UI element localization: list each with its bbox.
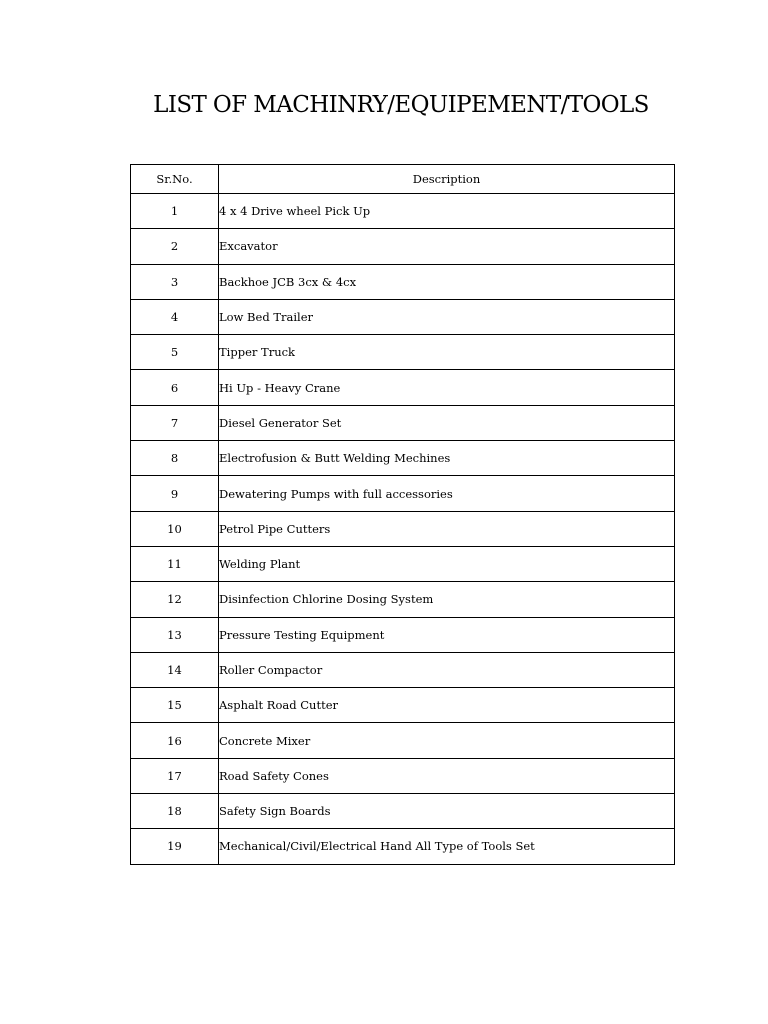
- description-cell: 4 x 4 Drive wheel Pick Up: [219, 194, 675, 229]
- description-cell: Hi Up - Heavy Crane: [219, 370, 675, 405]
- description-cell: Mechanical/Civil/Electrical Hand All Type of Tools Set: [219, 829, 675, 864]
- serial-number-cell: 9: [131, 476, 219, 511]
- column-header-sr-no: Sr.No.: [131, 165, 219, 194]
- description-cell: Electrofusion & Butt Welding Mechines: [219, 441, 675, 476]
- serial-number-cell: 17: [131, 758, 219, 793]
- serial-number-cell: 2: [131, 229, 219, 264]
- table-row: [131, 335, 675, 370]
- header-row: [131, 165, 675, 194]
- description-cell: Concrete Mixer: [219, 723, 675, 758]
- serial-number-cell: 19: [131, 829, 219, 864]
- column-header-description: Description: [219, 165, 675, 194]
- serial-number-cell: 13: [131, 617, 219, 652]
- table-row: [131, 405, 675, 440]
- serial-number-cell: 10: [131, 511, 219, 546]
- table-row: [131, 511, 675, 546]
- description-cell: Tipper Truck: [219, 335, 675, 370]
- description-cell: Disinfection Chlorine Dosing System: [219, 582, 675, 617]
- table-row: [131, 264, 675, 299]
- table-row: [131, 546, 675, 581]
- serial-number-cell: 6: [131, 370, 219, 405]
- table-row: [131, 229, 675, 264]
- serial-number-cell: 14: [131, 652, 219, 687]
- description-cell: Road Safety Cones: [219, 758, 675, 793]
- table-row: [131, 758, 675, 793]
- description-cell: Diesel Generator Set: [219, 405, 675, 440]
- serial-number-cell: 3: [131, 264, 219, 299]
- table-body: [131, 194, 675, 865]
- table-row: [131, 688, 675, 723]
- description-cell: Welding Plant: [219, 546, 675, 581]
- table-row: [131, 582, 675, 617]
- serial-number-cell: 15: [131, 688, 219, 723]
- serial-number-cell: 11: [131, 546, 219, 581]
- serial-number-cell: 4: [131, 299, 219, 334]
- description-cell: Petrol Pipe Cutters: [219, 511, 675, 546]
- description-cell: Low Bed Trailer: [219, 299, 675, 334]
- description-cell: Roller Compactor: [219, 652, 675, 687]
- serial-number-cell: 18: [131, 794, 219, 829]
- description-cell: Safety Sign Boards: [219, 794, 675, 829]
- description-cell: Dewatering Pumps with full accessories: [219, 476, 675, 511]
- description-cell: Pressure Testing Equipment: [219, 617, 675, 652]
- table-header: [131, 165, 675, 194]
- description-cell: Asphalt Road Cutter: [219, 688, 675, 723]
- serial-number-cell: 5: [131, 335, 219, 370]
- description-cell: Excavator: [219, 229, 675, 264]
- serial-number-cell: 16: [131, 723, 219, 758]
- table-row: [131, 652, 675, 687]
- table-row: [131, 476, 675, 511]
- table-row: [131, 617, 675, 652]
- table-row: [131, 723, 675, 758]
- serial-number-cell: 1: [131, 194, 219, 229]
- table-row: [131, 794, 675, 829]
- description-cell: Backhoe JCB 3cx & 4cx: [219, 264, 675, 299]
- equipment-table: [130, 164, 675, 865]
- table-row: [131, 370, 675, 405]
- page-title: LIST OF MACHINRY/EQUIPEMENT/TOOLS: [153, 92, 649, 118]
- serial-number-cell: 8: [131, 441, 219, 476]
- table-row: [131, 194, 675, 229]
- serial-number-cell: 12: [131, 582, 219, 617]
- table-row: [131, 829, 675, 864]
- serial-number-cell: 7: [131, 405, 219, 440]
- table-row: [131, 441, 675, 476]
- table-row: [131, 299, 675, 334]
